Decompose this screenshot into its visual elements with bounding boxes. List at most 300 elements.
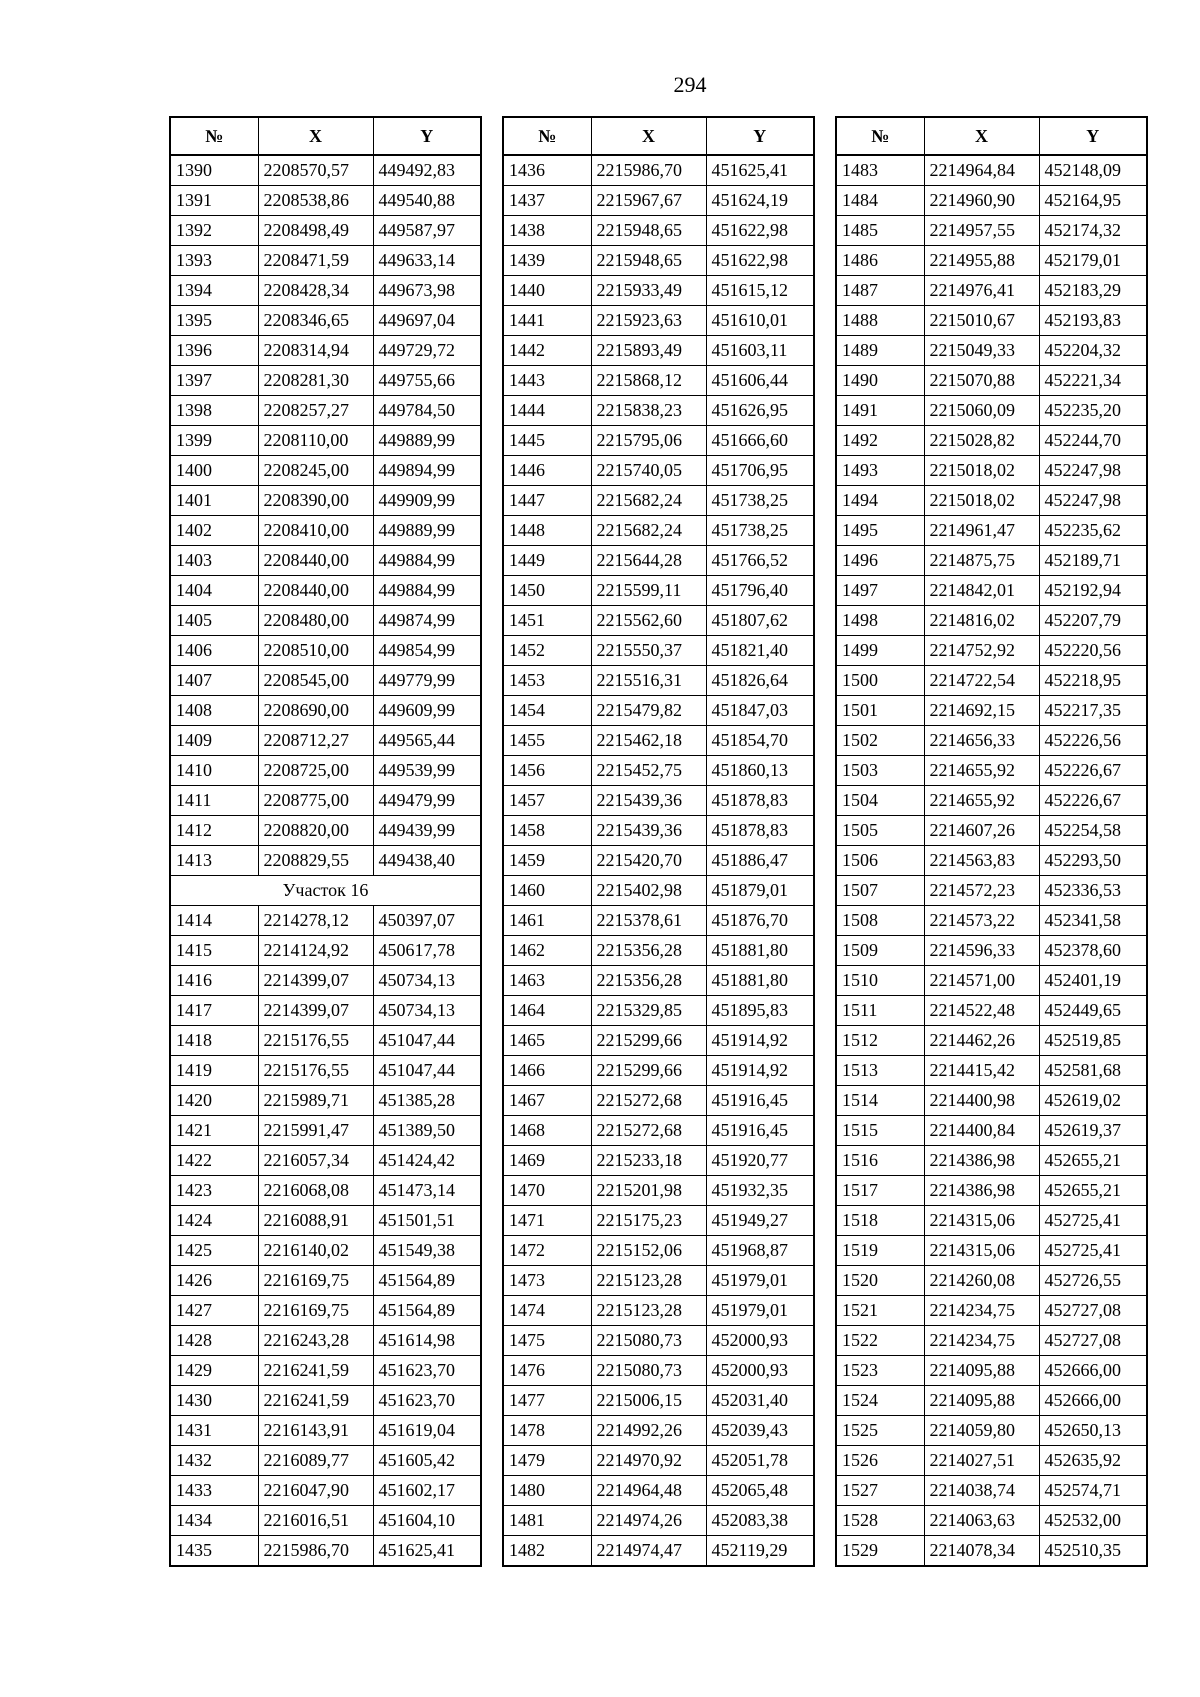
y-coordinate-cell: 449565,44 [373, 726, 481, 756]
x-coordinate-cell: 2215644,28 [591, 546, 706, 576]
table-row [836, 396, 1147, 426]
table-row [503, 456, 814, 486]
table-row [836, 155, 1147, 186]
table-row [170, 1326, 481, 1356]
table-row [503, 1236, 814, 1266]
table-row [503, 816, 814, 846]
y-coordinate-cell: 452619,02 [1039, 1086, 1147, 1116]
point-number-cell: 1405 [170, 606, 258, 636]
column-header-x: X [258, 117, 373, 155]
x-coordinate-cell: 2215070,88 [924, 366, 1039, 396]
point-number-cell: 1449 [503, 546, 591, 576]
table-row [836, 666, 1147, 696]
x-coordinate-cell: 2216169,75 [258, 1266, 373, 1296]
y-coordinate-cell: 452218,95 [1039, 666, 1147, 696]
point-number-cell: 1430 [170, 1386, 258, 1416]
table-row [170, 186, 481, 216]
x-coordinate-cell: 2214596,33 [924, 936, 1039, 966]
y-coordinate-cell: 451932,35 [706, 1176, 814, 1206]
x-coordinate-cell: 2214974,26 [591, 1506, 706, 1536]
y-coordinate-cell: 451821,40 [706, 636, 814, 666]
table-row [836, 1296, 1147, 1326]
x-coordinate-cell: 2208829,55 [258, 846, 373, 876]
x-coordinate-cell: 2215378,61 [591, 906, 706, 936]
point-number-cell: 1484 [836, 186, 924, 216]
table-row [503, 756, 814, 786]
x-coordinate-cell: 2215967,67 [591, 186, 706, 216]
point-number-cell: 1492 [836, 426, 924, 456]
point-number-cell: 1521 [836, 1296, 924, 1326]
y-coordinate-cell: 452226,67 [1039, 786, 1147, 816]
x-coordinate-cell: 2214063,63 [924, 1506, 1039, 1536]
point-number-cell: 1428 [170, 1326, 258, 1356]
coordinates-table-2 [502, 116, 815, 1567]
y-coordinate-cell: 449479,99 [373, 786, 481, 816]
point-number-cell: 1397 [170, 366, 258, 396]
x-coordinate-cell: 2214607,26 [924, 816, 1039, 846]
x-coordinate-cell: 2214961,47 [924, 516, 1039, 546]
y-coordinate-cell: 451878,83 [706, 816, 814, 846]
point-number-cell: 1445 [503, 426, 591, 456]
y-coordinate-cell: 451626,95 [706, 396, 814, 426]
y-coordinate-cell: 451615,12 [706, 276, 814, 306]
y-coordinate-cell: 452336,53 [1039, 876, 1147, 906]
point-number-cell: 1509 [836, 936, 924, 966]
y-coordinate-cell: 452666,00 [1039, 1386, 1147, 1416]
y-coordinate-cell: 449609,99 [373, 696, 481, 726]
x-coordinate-cell: 2214260,08 [924, 1266, 1039, 1296]
table-row [503, 1086, 814, 1116]
x-coordinate-cell: 2208725,00 [258, 756, 373, 786]
table-row [836, 456, 1147, 486]
y-coordinate-cell: 451623,70 [373, 1356, 481, 1386]
point-number-cell: 1431 [170, 1416, 258, 1446]
point-number-cell: 1495 [836, 516, 924, 546]
point-number-cell: 1434 [170, 1506, 258, 1536]
y-coordinate-cell: 452226,67 [1039, 756, 1147, 786]
x-coordinate-cell: 2215233,18 [591, 1146, 706, 1176]
table-row [503, 155, 814, 186]
y-coordinate-cell: 452220,56 [1039, 636, 1147, 666]
point-number-cell: 1477 [503, 1386, 591, 1416]
point-number-cell: 1435 [170, 1536, 258, 1567]
x-coordinate-cell: 2215599,11 [591, 576, 706, 606]
x-coordinate-cell: 2214095,88 [924, 1356, 1039, 1386]
table-row [836, 846, 1147, 876]
table-row [170, 1266, 481, 1296]
y-coordinate-cell: 452532,00 [1039, 1506, 1147, 1536]
column-header-y: Y [373, 117, 481, 155]
x-coordinate-cell: 2215356,28 [591, 936, 706, 966]
table-row [170, 816, 481, 846]
table-row [170, 1356, 481, 1386]
point-number-cell: 1458 [503, 816, 591, 846]
x-coordinate-cell: 2215439,36 [591, 816, 706, 846]
x-coordinate-cell: 2214692,15 [924, 696, 1039, 726]
point-number-cell: 1466 [503, 1056, 591, 1086]
table-row [503, 1416, 814, 1446]
y-coordinate-cell: 452293,50 [1039, 846, 1147, 876]
x-coordinate-cell: 2215176,55 [258, 1056, 373, 1086]
point-number-cell: 1394 [170, 276, 258, 306]
y-coordinate-cell: 451606,44 [706, 366, 814, 396]
y-coordinate-cell: 452650,13 [1039, 1416, 1147, 1446]
point-number-cell: 1482 [503, 1536, 591, 1567]
x-coordinate-cell: 2216241,59 [258, 1386, 373, 1416]
x-coordinate-cell: 2214960,90 [924, 186, 1039, 216]
point-number-cell: 1402 [170, 516, 258, 546]
y-coordinate-cell: 449539,99 [373, 756, 481, 786]
point-number-cell: 1412 [170, 816, 258, 846]
x-coordinate-cell: 2215838,23 [591, 396, 706, 426]
y-coordinate-cell: 451878,83 [706, 786, 814, 816]
table-row [503, 1506, 814, 1536]
table-row [170, 966, 481, 996]
table-row [503, 1476, 814, 1506]
x-coordinate-cell: 2214027,51 [924, 1446, 1039, 1476]
y-coordinate-cell: 452235,20 [1039, 396, 1147, 426]
x-coordinate-cell: 2215402,98 [591, 876, 706, 906]
y-coordinate-cell: 451047,44 [373, 1026, 481, 1056]
y-coordinate-cell: 451979,01 [706, 1296, 814, 1326]
point-number-cell: 1422 [170, 1146, 258, 1176]
y-coordinate-cell: 452031,40 [706, 1386, 814, 1416]
point-number-cell: 1488 [836, 306, 924, 336]
table-row [170, 216, 481, 246]
point-number-cell: 1520 [836, 1266, 924, 1296]
x-coordinate-cell: 2215516,31 [591, 666, 706, 696]
x-coordinate-cell: 2208245,00 [258, 456, 373, 486]
point-number-cell: 1483 [836, 155, 924, 186]
y-coordinate-cell: 449540,88 [373, 186, 481, 216]
table-row [503, 1356, 814, 1386]
table-body [836, 155, 1147, 1566]
point-number-cell: 1440 [503, 276, 591, 306]
table-row [836, 306, 1147, 336]
point-number-cell: 1396 [170, 336, 258, 366]
table-row [836, 1416, 1147, 1446]
table-row [503, 1026, 814, 1056]
y-coordinate-cell: 452247,98 [1039, 456, 1147, 486]
table-row [503, 426, 814, 456]
table-row [503, 1536, 814, 1567]
x-coordinate-cell: 2216088,91 [258, 1206, 373, 1236]
x-coordinate-cell: 2215991,47 [258, 1116, 373, 1146]
y-coordinate-cell: 449784,50 [373, 396, 481, 426]
y-coordinate-cell: 452207,79 [1039, 606, 1147, 636]
x-coordinate-cell: 2208570,57 [258, 155, 373, 186]
table-row [170, 306, 481, 336]
point-number-cell: 1515 [836, 1116, 924, 1146]
table-row [836, 1146, 1147, 1176]
table-row [170, 1536, 481, 1567]
table-row [836, 1116, 1147, 1146]
y-coordinate-cell: 451624,19 [706, 186, 814, 216]
x-coordinate-cell: 2214656,33 [924, 726, 1039, 756]
x-coordinate-cell: 2215462,18 [591, 726, 706, 756]
point-number-cell: 1473 [503, 1266, 591, 1296]
x-coordinate-cell: 2215272,68 [591, 1116, 706, 1146]
x-coordinate-cell: 2215550,37 [591, 636, 706, 666]
x-coordinate-cell: 2216243,28 [258, 1326, 373, 1356]
y-coordinate-cell: 451389,50 [373, 1116, 481, 1146]
point-number-cell: 1491 [836, 396, 924, 426]
table-row [170, 366, 481, 396]
point-number-cell: 1506 [836, 846, 924, 876]
x-coordinate-cell: 2215795,06 [591, 426, 706, 456]
table-row [503, 606, 814, 636]
y-coordinate-cell: 452581,68 [1039, 1056, 1147, 1086]
y-coordinate-cell: 449697,04 [373, 306, 481, 336]
point-number-cell: 1442 [503, 336, 591, 366]
table-row [170, 666, 481, 696]
x-coordinate-cell: 2215420,70 [591, 846, 706, 876]
point-number-cell: 1417 [170, 996, 258, 1026]
x-coordinate-cell: 2208257,27 [258, 396, 373, 426]
y-coordinate-cell: 451916,45 [706, 1086, 814, 1116]
point-number-cell: 1451 [503, 606, 591, 636]
point-number-cell: 1461 [503, 906, 591, 936]
point-number-cell: 1432 [170, 1446, 258, 1476]
y-coordinate-cell: 449439,99 [373, 816, 481, 846]
y-coordinate-cell: 452083,38 [706, 1506, 814, 1536]
x-coordinate-cell: 2215080,73 [591, 1356, 706, 1386]
table-row [170, 1176, 481, 1206]
x-coordinate-cell: 2214992,26 [591, 1416, 706, 1446]
table-row [170, 1476, 481, 1506]
point-number-cell: 1464 [503, 996, 591, 1026]
point-number-cell: 1413 [170, 846, 258, 876]
x-coordinate-cell: 2214655,92 [924, 786, 1039, 816]
table-row [836, 936, 1147, 966]
table-row [836, 636, 1147, 666]
x-coordinate-cell: 2215010,67 [924, 306, 1039, 336]
y-coordinate-cell: 449673,98 [373, 276, 481, 306]
x-coordinate-cell: 2215893,49 [591, 336, 706, 366]
x-coordinate-cell: 2214955,88 [924, 246, 1039, 276]
table-row [836, 1326, 1147, 1356]
y-coordinate-cell: 451916,45 [706, 1116, 814, 1146]
y-coordinate-cell: 451807,62 [706, 606, 814, 636]
x-coordinate-cell: 2215682,24 [591, 486, 706, 516]
point-number-cell: 1514 [836, 1086, 924, 1116]
point-number-cell: 1403 [170, 546, 258, 576]
x-coordinate-cell: 2215933,49 [591, 276, 706, 306]
point-number-cell: 1463 [503, 966, 591, 996]
table-row [836, 906, 1147, 936]
y-coordinate-cell: 451968,87 [706, 1236, 814, 1266]
table-row [170, 396, 481, 426]
x-coordinate-cell: 2215868,12 [591, 366, 706, 396]
x-coordinate-cell: 2208281,30 [258, 366, 373, 396]
x-coordinate-cell: 2216169,75 [258, 1296, 373, 1326]
point-number-cell: 1525 [836, 1416, 924, 1446]
point-number-cell: 1407 [170, 666, 258, 696]
y-coordinate-cell: 449909,99 [373, 486, 481, 516]
x-coordinate-cell: 2216143,91 [258, 1416, 373, 1446]
x-coordinate-cell: 2214970,92 [591, 1446, 706, 1476]
x-coordinate-cell: 2214399,07 [258, 996, 373, 1026]
point-number-cell: 1416 [170, 966, 258, 996]
table-row [170, 426, 481, 456]
x-coordinate-cell: 2216241,59 [258, 1356, 373, 1386]
table-row [836, 1356, 1147, 1386]
y-coordinate-cell: 452341,58 [1039, 906, 1147, 936]
point-number-cell: 1522 [836, 1326, 924, 1356]
table-row [503, 516, 814, 546]
y-coordinate-cell: 450734,13 [373, 966, 481, 996]
point-number-cell: 1447 [503, 486, 591, 516]
point-number-cell: 1448 [503, 516, 591, 546]
column-header-number: № [503, 117, 591, 155]
x-coordinate-cell: 2208510,00 [258, 636, 373, 666]
column-header-x: X [924, 117, 1039, 155]
point-number-cell: 1401 [170, 486, 258, 516]
x-coordinate-cell: 2215006,15 [591, 1386, 706, 1416]
x-coordinate-cell: 2215201,98 [591, 1176, 706, 1206]
point-number-cell: 1497 [836, 576, 924, 606]
point-number-cell: 1400 [170, 456, 258, 486]
column-header-number: № [170, 117, 258, 155]
table-row [170, 1086, 481, 1116]
point-number-cell: 1438 [503, 216, 591, 246]
point-number-cell: 1470 [503, 1176, 591, 1206]
y-coordinate-cell: 449884,99 [373, 576, 481, 606]
point-number-cell: 1439 [503, 246, 591, 276]
point-number-cell: 1474 [503, 1296, 591, 1326]
x-coordinate-cell: 2215018,02 [924, 456, 1039, 486]
y-coordinate-cell: 451614,98 [373, 1326, 481, 1356]
table-header-row [503, 117, 814, 155]
y-coordinate-cell: 449755,66 [373, 366, 481, 396]
point-number-cell: 1462 [503, 936, 591, 966]
point-number-cell: 1529 [836, 1536, 924, 1567]
x-coordinate-cell: 2214976,41 [924, 276, 1039, 306]
y-coordinate-cell: 452254,58 [1039, 816, 1147, 846]
point-number-cell: 1455 [503, 726, 591, 756]
table-row [503, 306, 814, 336]
table-row [170, 756, 481, 786]
x-coordinate-cell: 2208410,00 [258, 516, 373, 546]
point-number-cell: 1408 [170, 696, 258, 726]
point-number-cell: 1478 [503, 1416, 591, 1446]
point-number-cell: 1467 [503, 1086, 591, 1116]
y-coordinate-cell: 451619,04 [373, 1416, 481, 1446]
table-row [170, 576, 481, 606]
y-coordinate-cell: 452574,71 [1039, 1476, 1147, 1506]
y-coordinate-cell: 451854,70 [706, 726, 814, 756]
y-coordinate-cell: 449633,14 [373, 246, 481, 276]
table-row [503, 786, 814, 816]
point-number-cell: 1441 [503, 306, 591, 336]
y-coordinate-cell: 452179,01 [1039, 246, 1147, 276]
table-row [170, 246, 481, 276]
y-coordinate-cell: 452727,08 [1039, 1326, 1147, 1356]
y-coordinate-cell: 452449,65 [1039, 996, 1147, 1026]
table-row [170, 486, 481, 516]
point-number-cell: 1528 [836, 1506, 924, 1536]
table-row [836, 786, 1147, 816]
table-row [503, 366, 814, 396]
x-coordinate-cell: 2215299,66 [591, 1056, 706, 1086]
point-number-cell: 1415 [170, 936, 258, 966]
point-number-cell: 1519 [836, 1236, 924, 1266]
x-coordinate-cell: 2214095,88 [924, 1386, 1039, 1416]
x-coordinate-cell: 2208110,00 [258, 426, 373, 456]
x-coordinate-cell: 2214964,84 [924, 155, 1039, 186]
point-number-cell: 1423 [170, 1176, 258, 1206]
y-coordinate-cell: 451625,41 [706, 155, 814, 186]
y-coordinate-cell: 451604,10 [373, 1506, 481, 1536]
point-number-cell: 1487 [836, 276, 924, 306]
table-row [503, 636, 814, 666]
x-coordinate-cell: 2214059,80 [924, 1416, 1039, 1446]
y-coordinate-cell: 452204,32 [1039, 336, 1147, 366]
table-row [170, 906, 481, 936]
y-coordinate-cell: 451666,60 [706, 426, 814, 456]
y-coordinate-cell: 452619,37 [1039, 1116, 1147, 1146]
table-row [503, 966, 814, 996]
x-coordinate-cell: 2215329,85 [591, 996, 706, 1026]
x-coordinate-cell: 2215060,09 [924, 396, 1039, 426]
x-coordinate-cell: 2208346,65 [258, 306, 373, 336]
x-coordinate-cell: 2216068,08 [258, 1176, 373, 1206]
y-coordinate-cell: 451623,70 [373, 1386, 481, 1416]
y-coordinate-cell: 452635,92 [1039, 1446, 1147, 1476]
table-row [170, 1416, 481, 1446]
table-row [836, 1536, 1147, 1567]
table-row [836, 1056, 1147, 1086]
y-coordinate-cell: 451826,64 [706, 666, 814, 696]
y-coordinate-cell: 452217,35 [1039, 696, 1147, 726]
page-number: 294 [673, 72, 707, 97]
point-number-cell: 1512 [836, 1026, 924, 1056]
y-coordinate-cell: 451796,40 [706, 576, 814, 606]
point-number-cell: 1419 [170, 1056, 258, 1086]
x-coordinate-cell: 2216047,90 [258, 1476, 373, 1506]
point-number-cell: 1414 [170, 906, 258, 936]
table-row [503, 1116, 814, 1146]
x-coordinate-cell: 2208690,00 [258, 696, 373, 726]
x-coordinate-cell: 2214842,01 [924, 576, 1039, 606]
point-number-cell: 1500 [836, 666, 924, 696]
y-coordinate-cell: 449854,99 [373, 636, 481, 666]
y-coordinate-cell: 451949,27 [706, 1206, 814, 1236]
x-coordinate-cell: 2215018,02 [924, 486, 1039, 516]
column-header-y: Y [1039, 117, 1147, 155]
x-coordinate-cell: 2208538,86 [258, 186, 373, 216]
x-coordinate-cell: 2214386,98 [924, 1146, 1039, 1176]
y-coordinate-cell: 451603,11 [706, 336, 814, 366]
table-row [836, 1266, 1147, 1296]
y-coordinate-cell: 452725,41 [1039, 1206, 1147, 1236]
table-row [503, 246, 814, 276]
table-body [503, 155, 814, 1566]
x-coordinate-cell: 2215948,65 [591, 246, 706, 276]
point-number-cell: 1429 [170, 1356, 258, 1386]
point-number-cell: 1503 [836, 756, 924, 786]
x-coordinate-cell: 2214816,02 [924, 606, 1039, 636]
table-row [503, 396, 814, 426]
x-coordinate-cell: 2215948,65 [591, 216, 706, 246]
table-row [836, 1446, 1147, 1476]
table-row [170, 996, 481, 1026]
point-number-cell: 1426 [170, 1266, 258, 1296]
y-coordinate-cell: 451602,17 [373, 1476, 481, 1506]
y-coordinate-cell: 452164,95 [1039, 186, 1147, 216]
point-number-cell: 1516 [836, 1146, 924, 1176]
point-number-cell: 1399 [170, 426, 258, 456]
